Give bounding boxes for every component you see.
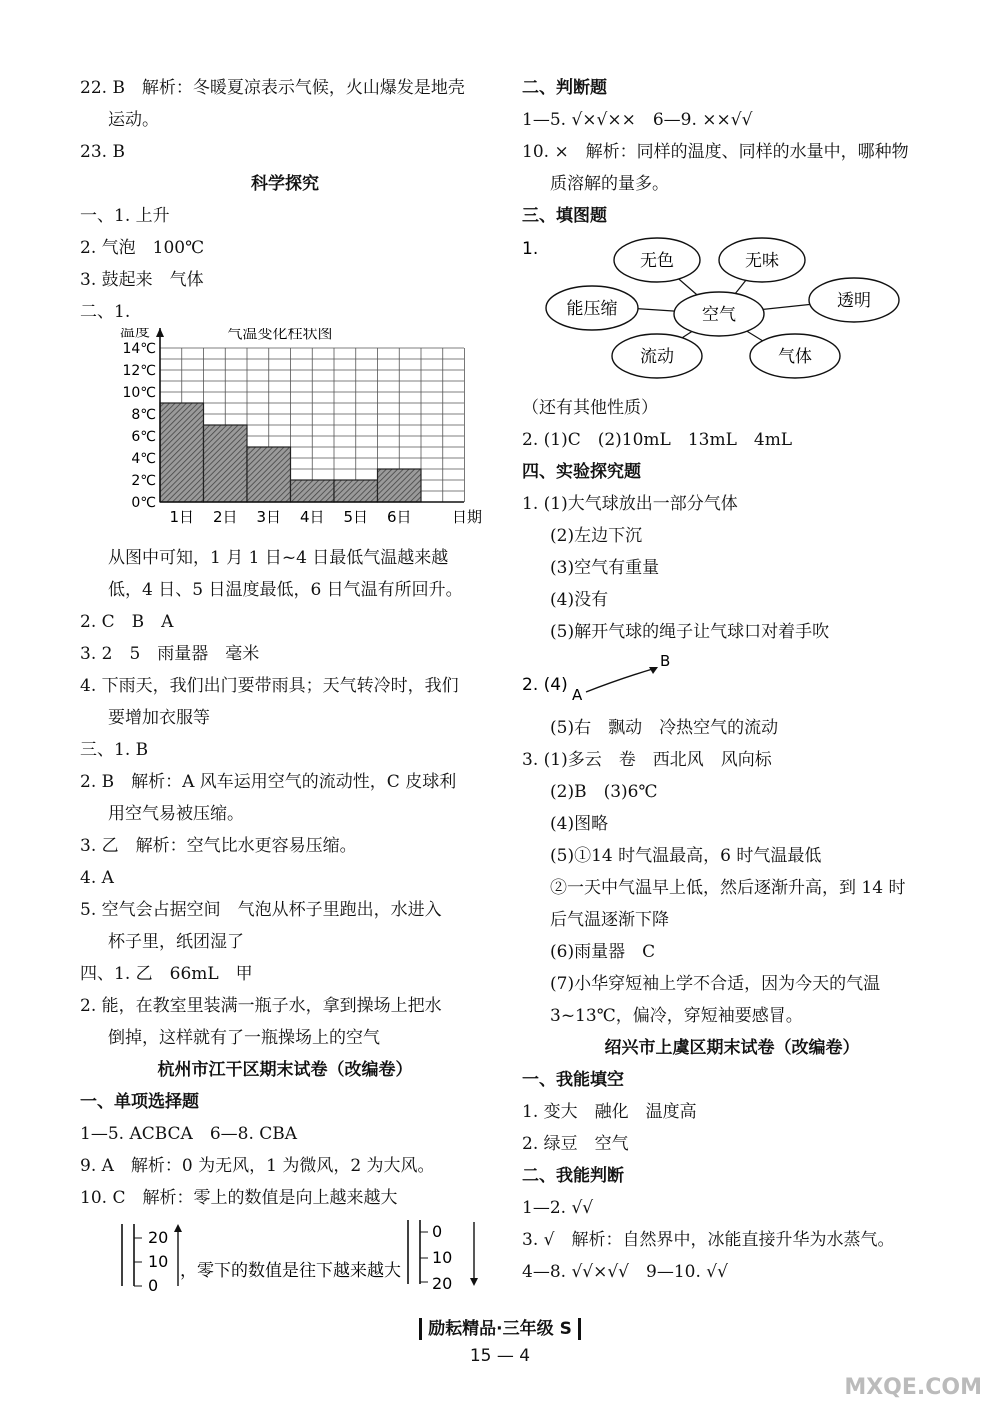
chart-title: 气温变化柱状图 [227, 328, 333, 342]
judge-1-9: 1—5. √×√×× 6—9. ××√√ [522, 110, 753, 130]
bar [160, 403, 204, 502]
y-tick-label: 8℃ [131, 407, 156, 423]
exp-3-7: (7)小华穿短袖上学不合适，因为今天的气温 [550, 974, 881, 994]
thermo1-tick: 20 [148, 1228, 169, 1247]
section-experiment: 四、实验探究题 [522, 462, 641, 482]
thermo2-tick: 20 [432, 1274, 453, 1293]
thermometer-illustration [80, 1214, 490, 1294]
property-label: 能压缩 [566, 299, 618, 319]
x-tick-label: 6日 [386, 508, 412, 526]
y-tick-label: 0℃ [131, 495, 156, 511]
answer-s3-1: 三、1. B [80, 740, 149, 760]
x-axis-label: 日期 [452, 508, 483, 526]
sx-judge-4-10: 4—8. √√×√√ 9—10. √√ [522, 1262, 728, 1282]
thermo-text: ，零下的数值是往下越来越大 [180, 1261, 401, 1281]
section-title-shaoxing: 绍兴市上虞区期末试卷（改编卷） [604, 1038, 860, 1058]
answer-s3-2: 2. B 解析：A 风车运用空气的流动性，C 皮球利 [80, 772, 457, 792]
thermometer-svg [80, 1214, 490, 1294]
sx-section-1: 一、我能填空 [522, 1070, 624, 1090]
exp-3-4: (4)图略 [550, 814, 609, 834]
y-tick-label: 10℃ [122, 385, 156, 401]
path-sketch-svg [522, 648, 942, 712]
answer-s1-1: 一、1. 上升 [80, 206, 170, 226]
x-tick-label: 1日 [169, 508, 195, 526]
watermark: MXQE.COM [844, 1375, 982, 1400]
point-b: B [660, 652, 671, 670]
exp-1-1: 1. (1)大气球放出一部分气体 [522, 494, 738, 514]
answer-s1-3: 3. 鼓起来 气体 [80, 270, 204, 290]
hz-answer-10: 10. C 解析：零上的数值是向上越来越大 [80, 1188, 398, 1208]
answer-s2-1: 二、1. [80, 302, 131, 322]
air-properties-diagram [522, 232, 942, 392]
sx-fill-2: 2. 绿豆 空气 [522, 1134, 629, 1154]
exp-2-4-label: 2. (4) [522, 675, 568, 695]
answer-23: 23. B [80, 142, 125, 162]
exp-3-5c: 后气温逐渐下降 [550, 910, 669, 930]
y-tick-label: 4℃ [131, 451, 156, 467]
sx-judge-1-2: 1—2. √√ [522, 1198, 594, 1218]
exp-2-5: (5)右 飘动 冷热空气的流动 [550, 718, 779, 738]
answer-s3-2-cont: 用空气易被压缩。 [108, 804, 244, 824]
bar-chart [80, 328, 490, 542]
x-tick-label: 3日 [256, 508, 282, 526]
answer-s4-2-cont: 倒掉，这样就有了一瓶操场上的空气 [108, 1028, 380, 1048]
y-tick-label: 14℃ [122, 341, 156, 357]
answer-s3-3: 3. 乙 解析：空气比水更容易压缩。 [80, 836, 357, 856]
answer-s2-3: 3. 2 5 雨量器 毫米 [80, 644, 260, 664]
property-label: 透明 [837, 291, 871, 311]
section-fill: 三、填图题 [522, 206, 607, 226]
exp-3-6: (6)雨量器 C [550, 942, 656, 962]
bar [334, 480, 378, 502]
thermometer-2 [408, 1220, 478, 1293]
judge-10: 10. × 解析：同样的温度、同样的水量中，哪种物 [522, 142, 909, 162]
bar-chart-svg [80, 328, 490, 542]
exp-3-5: (5)①14 时气温最高，6 时气温最低 [550, 846, 822, 866]
sx-section-2: 二、我能判断 [522, 1166, 624, 1186]
answer-22-cont: 运动。 [108, 110, 159, 130]
thermo2-tick: 0 [432, 1222, 443, 1241]
y-tick-label: 6℃ [131, 429, 156, 445]
center-label: 空气 [702, 305, 736, 325]
sx-judge-3: 3. √ 解析：自然界中，冰能直接升华为水蒸气。 [522, 1230, 895, 1250]
fill-1-label: 1. [522, 239, 539, 259]
thermometer-1 [122, 1224, 182, 1294]
bar [378, 469, 422, 502]
thermo1-tick: 0 [148, 1276, 159, 1294]
answer-s2-2: 2. C B A [80, 612, 174, 632]
fill-1-note: （还有其他性质） [522, 398, 658, 418]
hz-answer-9: 9. A 解析：0 为无风，1 为微风，2 为大风。 [80, 1156, 435, 1176]
x-tick-label: 4日 [299, 508, 325, 526]
hz-section-1: 一、单项选择题 [80, 1092, 199, 1112]
property-label: 无味 [745, 251, 779, 271]
path-line [586, 668, 656, 692]
answer-s4-2: 2. 能，在教室里装满一瓶子水，拿到操场上把水 [80, 996, 442, 1016]
fill-2: 2. (1)C (2)10mL 13mL 4mL [522, 430, 793, 450]
property-label: 无色 [640, 251, 674, 271]
air-diagram-svg [522, 232, 942, 392]
exp-3-5b: ②一天中气温早上低，然后逐渐升高，到 14 时 [550, 878, 906, 898]
bar [204, 425, 248, 502]
section-title-hangzhou: 杭州市江干区期末试卷（改编卷） [157, 1060, 413, 1080]
page-number: 15 — 4 [469, 1346, 531, 1366]
left-column [80, 72, 490, 1294]
exp-1-3: (3)空气有重量 [550, 558, 660, 578]
right-column [522, 72, 942, 1288]
answer-22: 22. B 解析：冬暖夏凉表示气候，火山爆发是地壳 [80, 78, 465, 98]
chart-conclusion: 从图中可知，1 月 1 日~4 日最低气温越来越 [108, 548, 449, 568]
thermo2-tick: 10 [432, 1248, 453, 1267]
answer-s2-4: 4. 下雨天，我们出门要带雨具；天气转冷时，我们 [80, 676, 459, 696]
answer-s3-5-cont: 杯子里，纸团湿了 [108, 932, 244, 952]
answer-s2-4-cont: 要增加衣服等 [108, 708, 210, 728]
bar [247, 447, 291, 502]
footer-brand: 励耘精品·三年级 S [419, 1318, 581, 1340]
answer-s4-1: 四、1. 乙 66mL 甲 [80, 964, 253, 984]
answer-s1-2: 2. 气泡 100℃ [80, 238, 205, 258]
y-tick-label: 2℃ [131, 473, 156, 489]
exp-3-1: 3. (1)多云 卷 西北风 风向标 [522, 750, 772, 770]
footer [0, 1318, 1000, 1340]
x-tick-label: 5日 [343, 508, 369, 526]
point-a: A [572, 686, 583, 704]
answer-s3-5: 5. 空气会占据空间 气泡从杯子里跑出，水进入 [80, 900, 442, 920]
section-title-science: 科学探究 [251, 174, 319, 194]
section-judge: 二、判断题 [522, 78, 607, 98]
y-axis-arrow [156, 328, 164, 337]
y-axis-label: 温度 [120, 328, 151, 340]
bar [291, 480, 335, 502]
exp-2-4-row [522, 648, 942, 712]
sx-fill-1: 1. 变大 融化 温度高 [522, 1102, 697, 1122]
thermo1-tick: 10 [148, 1252, 169, 1271]
y-tick-label: 12℃ [122, 363, 156, 379]
exp-3-7b: 3~13℃，偏冷，穿短袖要感冒。 [550, 1006, 803, 1026]
exp-3-2: (2)B (3)6℃ [550, 782, 658, 802]
exp-1-4: (4)没有 [550, 590, 609, 610]
x-tick-label: 2日 [212, 508, 238, 526]
hz-answer-1-8: 1—5. ACBCA 6—8. CBA [80, 1124, 298, 1144]
exp-1-2: (2)左边下沉 [550, 526, 643, 546]
answer-s3-4: 4. A [80, 868, 114, 888]
property-label: 流动 [640, 347, 674, 367]
judge-10-cont: 质溶解的量多。 [550, 174, 669, 194]
property-label: 气体 [778, 347, 812, 367]
exp-1-5: (5)解开气球的绳子让气球口对着手吹 [550, 622, 830, 642]
chart-conclusion-cont: 低，4 日、5 日温度最低，6 日气温有所回升。 [108, 580, 463, 600]
